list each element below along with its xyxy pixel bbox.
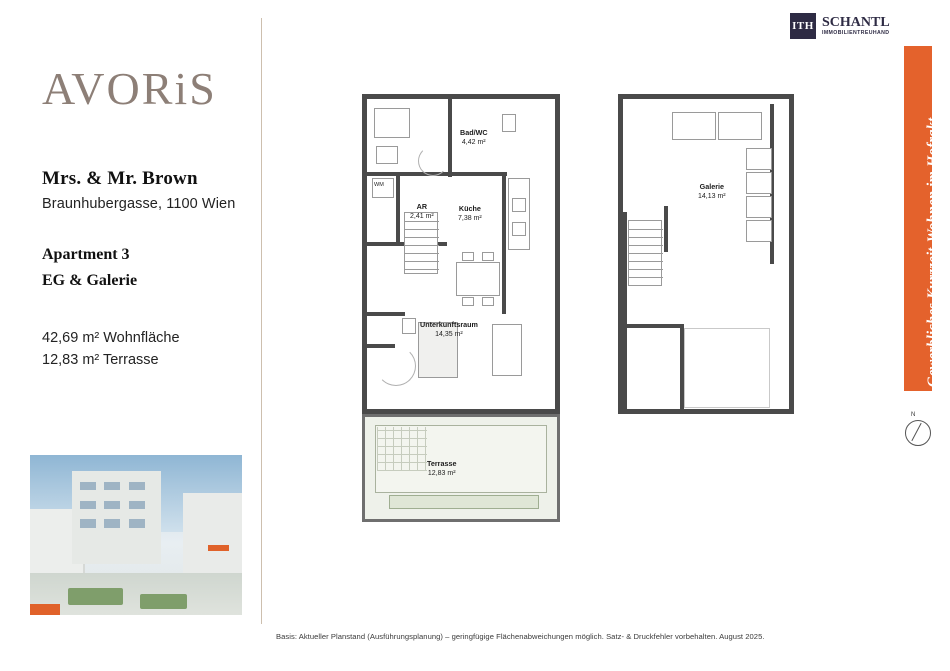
- avoris-logo-part2: i: [174, 63, 190, 114]
- stair-step: [629, 277, 663, 278]
- washing-machine-label: WM: [374, 182, 384, 188]
- interior-wall: [623, 324, 683, 328]
- rendering-window: [80, 482, 96, 490]
- terrace-plan: [362, 414, 560, 522]
- rendering-window: [80, 519, 96, 527]
- stair-step: [629, 261, 663, 262]
- footer-disclaimer: Basis: Aktueller Planstand (Ausführungsplanung) – geringfügige Flächenabweichungen möglich. Satz- & Druckfehler vorbehalten. August 2025.: [276, 632, 765, 641]
- rendering-accent: [30, 604, 60, 615]
- left-info-panel: [0, 0, 260, 671]
- terrace-paving-hatch: [377, 427, 427, 471]
- room-area: 14,13 m²: [698, 192, 726, 200]
- compass-north-label: N: [911, 412, 916, 418]
- nightstand: [402, 318, 416, 334]
- stair-step: [405, 253, 439, 254]
- entry-door-swing: [376, 346, 416, 386]
- room-name: AR: [416, 202, 428, 211]
- rendering-window: [129, 519, 145, 527]
- ith-logo-name: SCHANTL: [822, 14, 890, 30]
- terrace-planter: [389, 495, 539, 509]
- rendering-courtyard: [30, 573, 242, 615]
- chair: [482, 252, 494, 261]
- ith-logo-subtitle: IMMOBILIENTREUHAND: [822, 30, 890, 37]
- stove-fixture: [512, 222, 526, 236]
- interior-wall: [367, 312, 405, 316]
- room-label-terrasse: [427, 459, 456, 479]
- stair-step: [629, 269, 663, 270]
- stair-step: [405, 261, 439, 262]
- avoris-logo: [42, 62, 217, 115]
- kitchen-counter: [508, 178, 530, 250]
- interior-wall: [502, 244, 506, 314]
- living-area: 42,69 m² Wohnfläche: [42, 330, 180, 346]
- building-rendering-image: [30, 455, 242, 615]
- room-area: 2,41 m²: [410, 212, 434, 220]
- staircase: [628, 220, 662, 286]
- stair-step: [629, 229, 663, 230]
- avoris-logo-part3: S: [189, 63, 217, 114]
- interior-wall: [396, 176, 400, 242]
- vertical-divider: [261, 18, 262, 624]
- rendering-building-main: [72, 471, 161, 564]
- chair: [482, 297, 494, 306]
- washbasin-fixture: [376, 146, 398, 164]
- rendering-window: [104, 482, 120, 490]
- room-area: 7,38 m²: [458, 214, 482, 222]
- interior-wall: [664, 206, 668, 252]
- apartment-number: Apartment 3: [42, 246, 130, 263]
- ith-logo-mark: ITH: [790, 13, 816, 39]
- rendering-window: [129, 482, 145, 490]
- room-name: Küche: [458, 204, 481, 213]
- compass-rose: [902, 412, 932, 448]
- avoris-logo-part1: AVOR: [42, 63, 175, 114]
- rendering-window: [104, 501, 120, 509]
- terrace-area: 12,83 m² Terrasse: [42, 352, 159, 368]
- stair-step: [629, 245, 663, 246]
- toilet-fixture: [502, 114, 516, 132]
- stair-step: [629, 253, 663, 254]
- room-name: Unterkunftsraum: [420, 320, 478, 329]
- stair-step: [405, 245, 439, 246]
- shelf: [746, 148, 772, 170]
- interior-wall: [448, 99, 452, 177]
- rendering-window: [80, 501, 96, 509]
- chair: [462, 297, 474, 306]
- ith-schantl-logo: [790, 8, 890, 44]
- client-address: Braunhubergasse, 1100 Wien: [42, 196, 236, 212]
- floorplan-drawings: [300, 80, 840, 550]
- stair-step: [405, 269, 439, 270]
- gallery-floor-plan: [618, 94, 794, 414]
- room-label-kueche: [458, 204, 482, 224]
- marketing-banner-text: Gewerbliches Kurzzeit-Wohnen im Hofrakt: [925, 117, 941, 387]
- bathtub-fixture: [374, 108, 410, 138]
- rendering-window: [129, 501, 145, 509]
- room-area: 14,35 m²: [435, 330, 463, 338]
- room-label-galerie: [698, 182, 726, 202]
- room-area: 12,83 m²: [427, 469, 456, 477]
- dining-table: [456, 262, 500, 296]
- compass-circle-icon: [905, 420, 931, 446]
- chair: [462, 252, 474, 261]
- apartment-floors: EG & Galerie: [42, 272, 138, 289]
- sink-fixture: [512, 198, 526, 212]
- wardrobe: [492, 324, 522, 376]
- room-area: 4,42 m²: [461, 138, 486, 146]
- ground-floor-plan: [362, 94, 560, 414]
- room-label-unterkunftsraum: [420, 320, 478, 340]
- interior-wall: [623, 212, 627, 412]
- client-name: Mrs. & Mr. Brown: [42, 168, 198, 189]
- rendering-greenery: [68, 588, 123, 606]
- rendering-greenery: [140, 594, 187, 608]
- shelf: [746, 196, 772, 218]
- void-area: [684, 328, 770, 408]
- door-swing: [418, 146, 448, 176]
- stair-step: [629, 237, 663, 238]
- shelf: [746, 220, 772, 242]
- stair-step: [405, 237, 439, 238]
- stair-step: [405, 229, 439, 230]
- interior-wall: [502, 176, 506, 244]
- marketing-banner: [904, 46, 941, 391]
- rendering-accent: [208, 545, 229, 551]
- room-label-bad-wc: [460, 128, 488, 148]
- bed: [672, 112, 716, 140]
- room-name: Galerie: [699, 182, 724, 191]
- bed: [718, 112, 762, 140]
- room-label-ar: [410, 202, 434, 222]
- room-name: Bad/WC: [460, 128, 488, 137]
- rendering-window: [104, 519, 120, 527]
- room-name: Terrasse: [427, 459, 457, 468]
- shelf: [746, 172, 772, 194]
